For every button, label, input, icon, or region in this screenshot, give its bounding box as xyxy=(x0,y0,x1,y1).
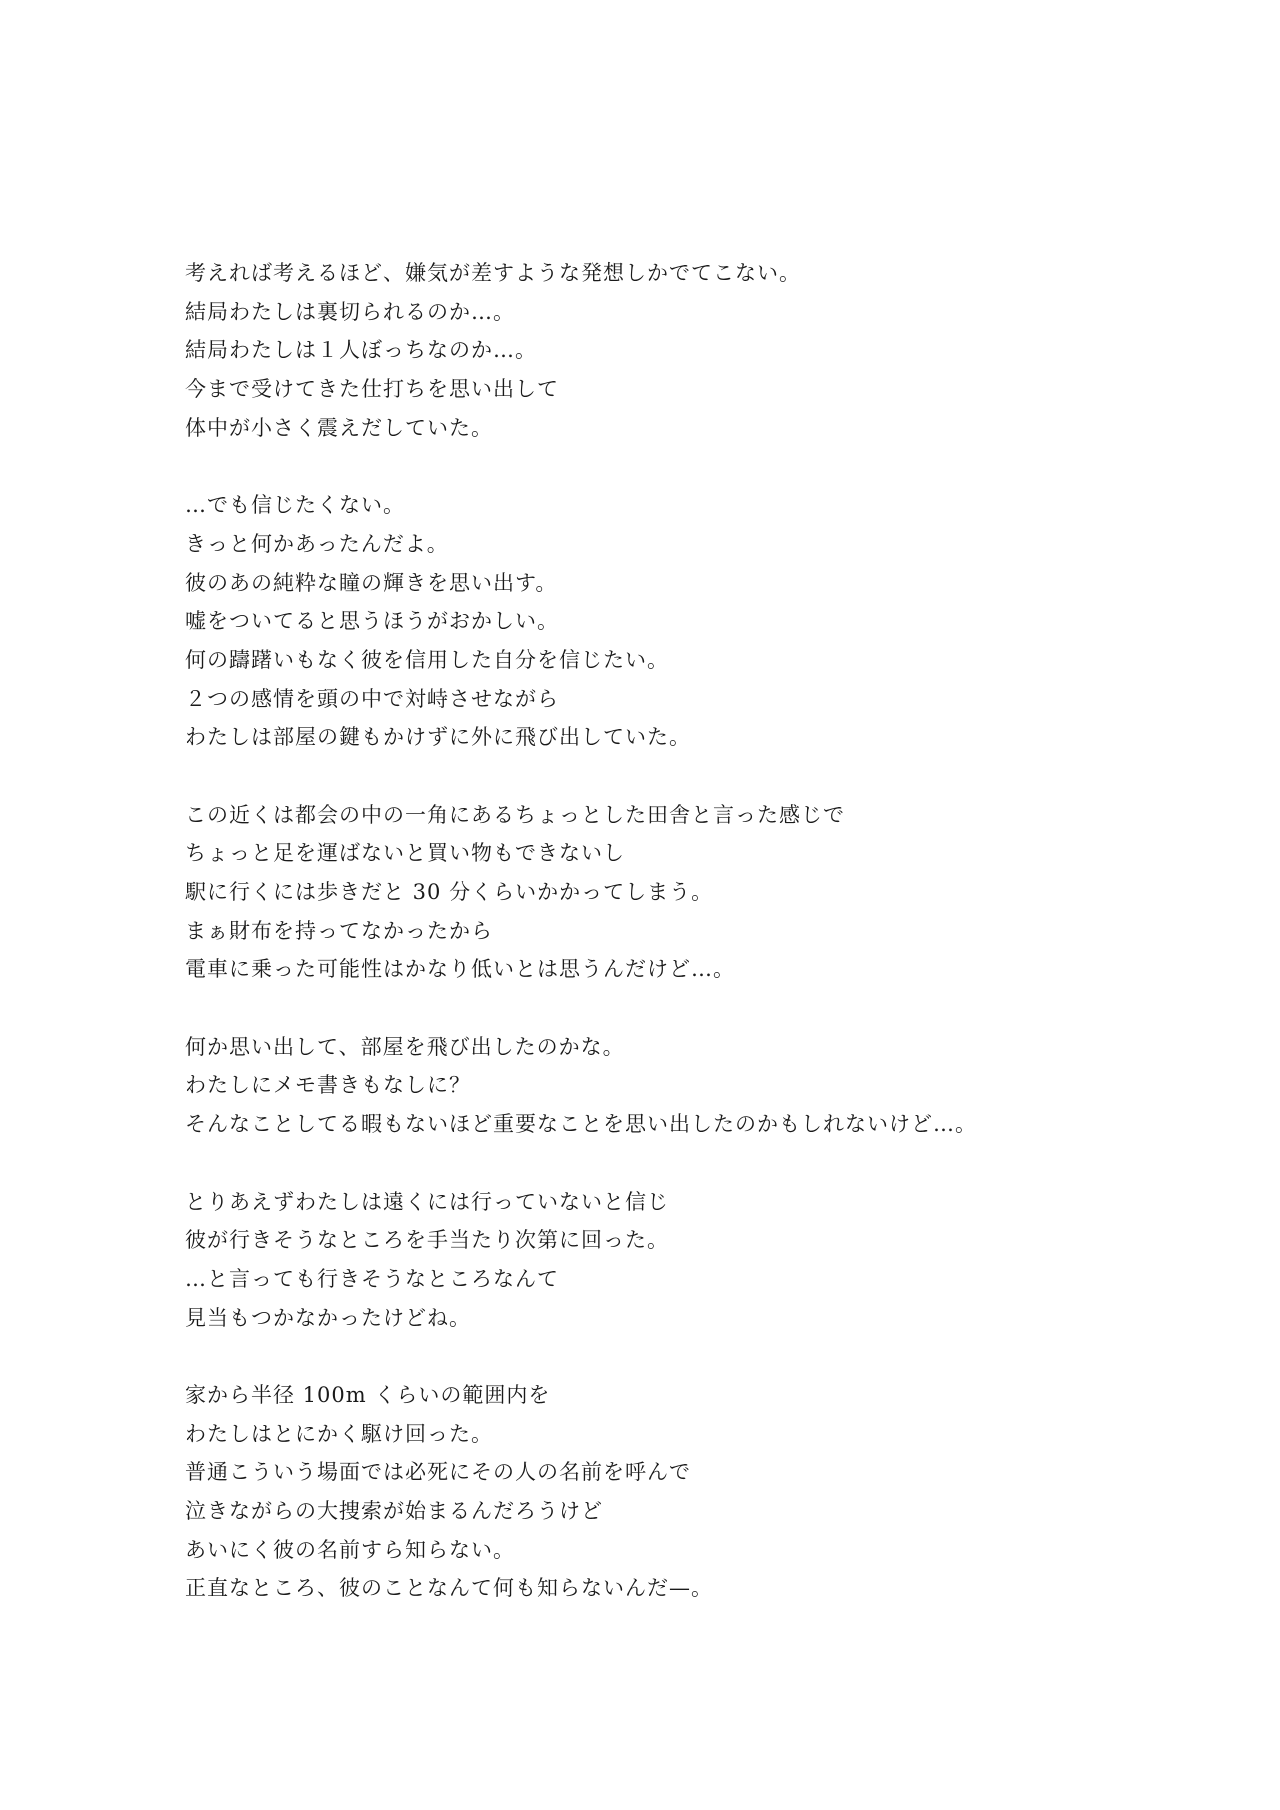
text-line: 何の躊躇いもなく彼を信用した自分を信じたい。 xyxy=(185,647,669,672)
paragraph-gap xyxy=(185,1144,1185,1183)
text-line: …でも信じたくない。 xyxy=(185,493,405,518)
paragraph-gap xyxy=(185,1337,1185,1376)
text-line: 正直なところ、彼のことなんて何も知らないんだ—。 xyxy=(185,1576,713,1601)
paragraph-gap xyxy=(185,989,1185,1028)
text-line: 普通こういう場面では必死にその人の名前を呼んで xyxy=(185,1460,691,1485)
text-line: わたしはとにかく駆け回った。 xyxy=(185,1421,493,1446)
text-line: とりあえずわたしは遠くには行っていないと信じ xyxy=(185,1189,669,1214)
text-line: 電車に乗った可能性はかなり低いとは思うんだけど…。 xyxy=(185,957,735,982)
text-line: 駅に行くには歩きだと 30 分くらいかかってしまう。 xyxy=(185,880,714,904)
text-line: 考えれば考えるほど、嫌気が差すような発想しかでてこない。 xyxy=(185,261,801,285)
text-line: 彼が行きそうなところを手当たり次第に回った。 xyxy=(185,1228,669,1253)
text-line: 体中が小さく震えだしていた。 xyxy=(185,415,493,440)
paragraph xyxy=(185,1183,1185,1338)
paragraph xyxy=(185,1028,1185,1144)
text-line: 彼のあの純粋な瞳の輝きを思い出す。 xyxy=(185,570,558,595)
text-line: この近くは都会の中の一角にあるちょっとした田舎と言った感じで xyxy=(185,802,845,827)
text-line: 今まで受けてきた仕打ちを思い出して xyxy=(185,377,559,402)
text-line: わたしは部屋の鍵もかけずに外に飛び出していた。 xyxy=(185,725,691,750)
text-line: 結局わたしは裏切られるのか…。 xyxy=(185,299,515,324)
text-line: ２つの感情を頭の中で対峙させながら xyxy=(185,686,559,711)
text-line: 結局わたしは１人ぼっちなのか…。 xyxy=(185,338,537,363)
body-text xyxy=(185,254,1185,1608)
text-line: きっと何かあったんだよ。 xyxy=(185,531,449,556)
text-line: 家から半径 100m くらいの範囲内を xyxy=(185,1382,551,1407)
text-line: ちょっと足を運ばないと買い物もできないし xyxy=(185,841,625,866)
text-line: …と言っても行きそうなところなんて xyxy=(185,1266,559,1291)
paragraph xyxy=(185,1376,1185,1608)
text-line: わたしにメモ書きもなしに？ xyxy=(185,1073,471,1098)
text-line: 何か思い出して、部屋を飛び出したのかな。 xyxy=(185,1034,625,1059)
paragraph xyxy=(185,486,1185,757)
text-line: 泣きながらの大捜索が始まるんだろうけど xyxy=(185,1499,603,1523)
text-line: 嘘をついてると思うほうがおかしい。 xyxy=(185,609,559,634)
paragraph-gap xyxy=(185,757,1185,796)
text-line: 見当もつかなかったけどね。 xyxy=(185,1305,471,1330)
paragraph xyxy=(185,254,1185,447)
paragraph-gap xyxy=(185,447,1185,486)
text-line: まぁ財布を持ってなかったから xyxy=(185,918,493,943)
text-line: そんなことしてる暇もないほど重要なことを思い出したのかもしれないけど…。 xyxy=(185,1112,977,1137)
paragraph xyxy=(185,796,1185,989)
text-line: あいにく彼の名前すら知らない。 xyxy=(185,1537,515,1562)
